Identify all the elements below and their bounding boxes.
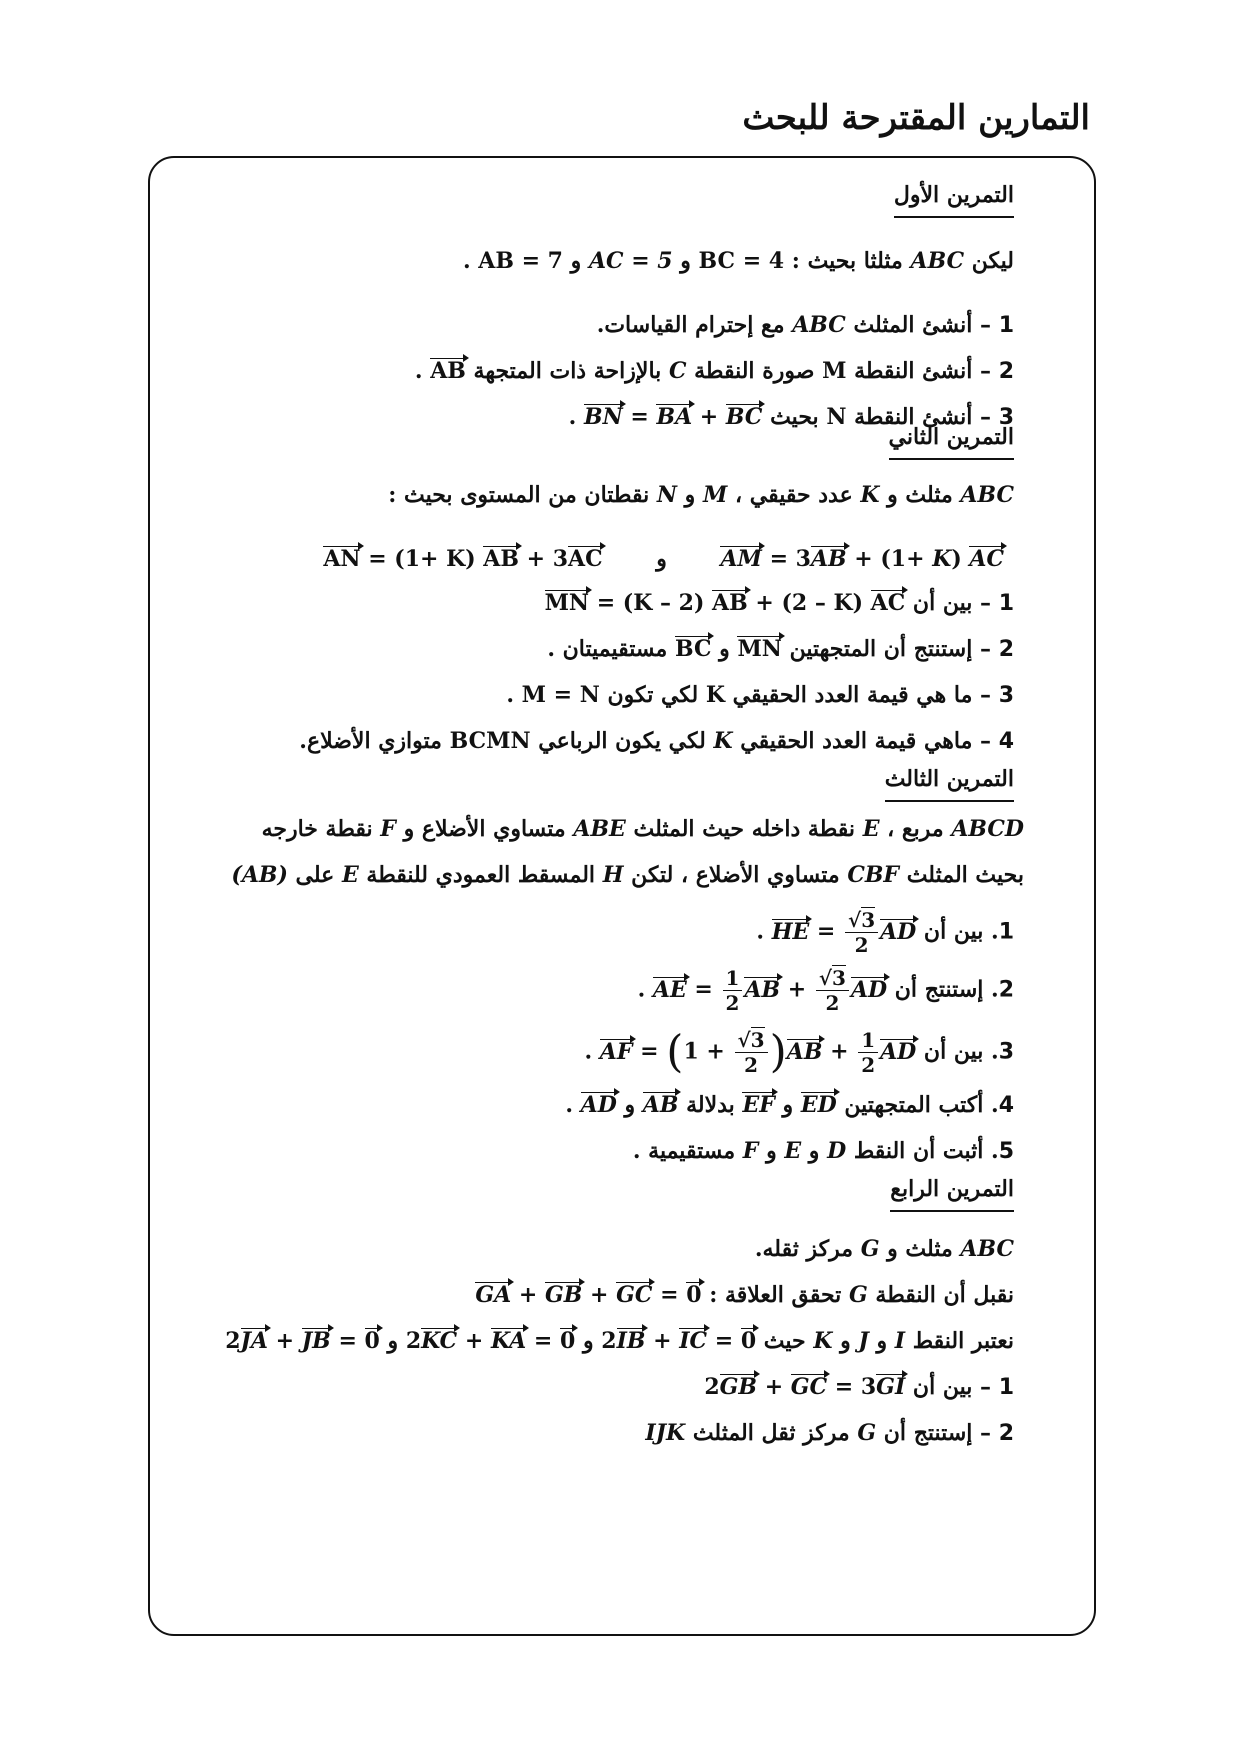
ex2-title: التمرين الثاني xyxy=(889,420,1014,460)
ex4-accept: نقبل أن النقطة G تحقق العلاقة : GA + GB + GC = 0 xyxy=(475,1282,1014,1308)
ex4-heading-row xyxy=(190,1172,1014,1212)
ex2-question-4: 4 – ماهي قيمة العدد الحقيقي K لكي يكون الرباعي BCMN متوازي الأضلاع. xyxy=(299,728,1014,754)
ex3-question-5: 5. أثبت أن النقط D و E و F مستقيمية . xyxy=(632,1138,1014,1164)
ex2-question-1: 1 – بين أن MN = (K – 2) AB + (2 – K) AC xyxy=(544,590,1014,616)
ex1-question-1: 1 – أنشئ المثلث ABC مع إحترام القياسات. xyxy=(596,312,1014,338)
ex4-intro: ABC مثلث و G مركز ثقله. xyxy=(754,1236,1014,1262)
ex3-intro-2: بحيث المثلث CBF متساوي الأضلاع ، لتكن H المسقط العمودي للنقطة E على (AB) xyxy=(231,862,1024,888)
ex2-heading-row xyxy=(190,420,1014,460)
exercises-frame xyxy=(148,156,1096,1636)
ex3-heading-row xyxy=(190,762,1014,802)
ex1-question-2: 2 – أنشئ النقطة M صورة النقطة C بالإزاحة ذات المتجهة AB . xyxy=(414,358,1014,384)
ex1-intro: ليكن ABC مثلثا بحيث : BC = 4 و AC = 5 و AB = 7 . xyxy=(462,248,1014,274)
ex2-definition: AM = 3AB + (1+ K) AC و AN = (1+ K) AB + 3AC xyxy=(323,546,1004,572)
ex3-question-3: 3. بين أن AF = (1 + $\frac{√3}{2}$ )AB + $\frac{1}{2}$ AD . xyxy=(584,1026,1014,1078)
ex3-question-1: 1. بين أن HE = $\frac{√3}{2}$ AD . xyxy=(756,908,1014,957)
ex3-question-2: 2. إستنتج أن AE = $\frac{1}{2}$ AB + $\frac{√3}{2}$ AD . xyxy=(637,966,1014,1015)
ex4-question-2: 2 – إستنتج أن G مركز ثقل المثلث IJK xyxy=(645,1420,1014,1446)
page-title: التمارين المقترحة للبحث xyxy=(742,98,1090,138)
ex4-title: التمرين الرابع xyxy=(890,1172,1014,1212)
ex2-question-3: 3 – ما هي قيمة العدد الحقيقي K لكي تكون M = N . xyxy=(506,682,1014,708)
ex2-question-2: 2 – إستنتج أن المتجهتين MN و BC مستقيميتان . xyxy=(547,636,1014,662)
ex2-intro: ABC مثلث و K عدد حقيقي ، M و N نقطتان من المستوى بحيث : xyxy=(388,482,1014,508)
ex3-question-4: 4. أكتب المتجهتين ED و EF بدلالة AB و AD . xyxy=(565,1092,1014,1118)
ex3-intro-1: ABCD مربع ، E نقطة داخله حيث المثلث ABE متساوي الأضلاع و F نقطة خارجه xyxy=(261,816,1024,842)
ex1-question-3: 3 – أنشئ النقطة N بحيث BN = BA + BC . xyxy=(568,404,1014,430)
ex4-question-1: 1 – بين أن 2GB + GC = 3GI xyxy=(704,1374,1014,1400)
ex3-title: التمرين الثالث xyxy=(885,762,1014,802)
ex4-consider: نعتبر النقط I و J و K حيث 2IB + IC = 0 و 2KC + KA = 0 و 2JA + JB = 0 xyxy=(225,1328,1014,1354)
ex1-heading-row xyxy=(190,178,1014,218)
ex1-title: التمرين الأول xyxy=(894,178,1014,218)
